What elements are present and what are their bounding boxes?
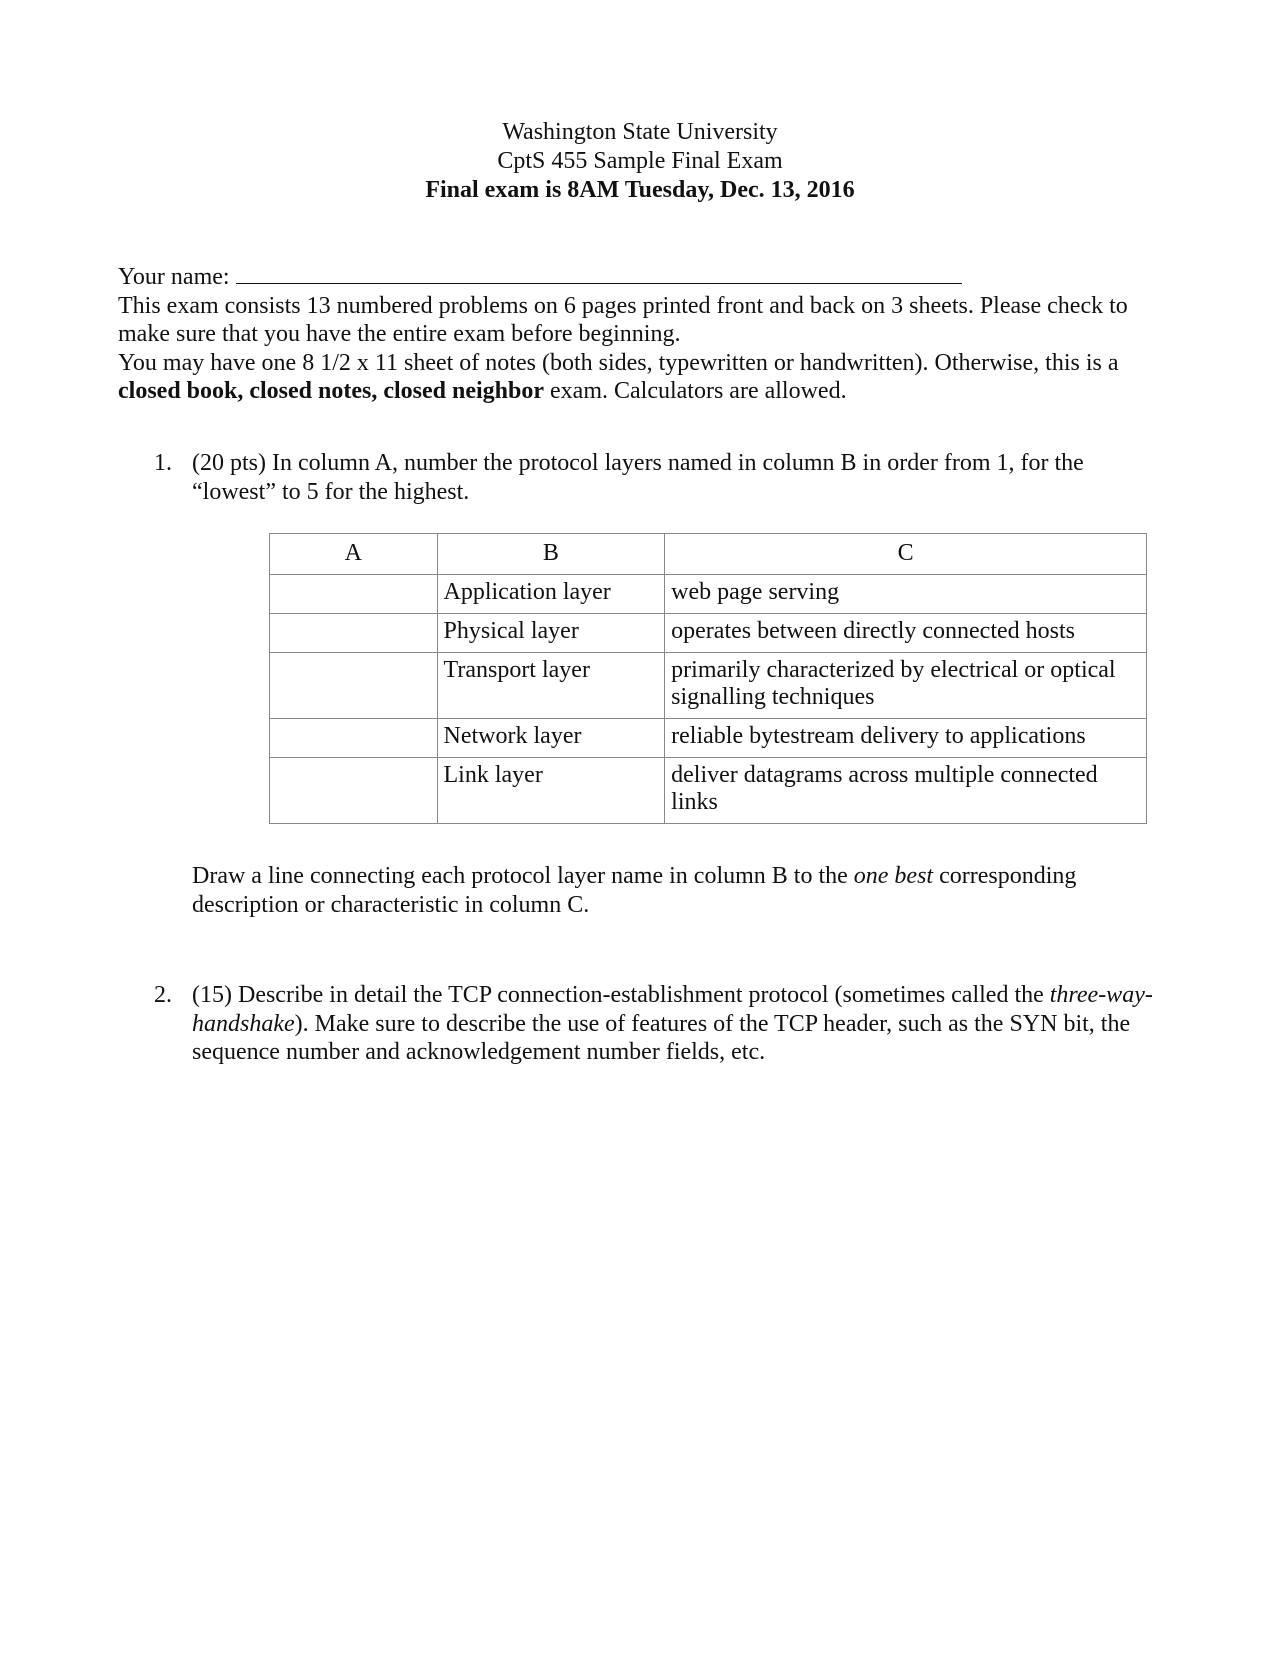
problem-2-text-end: ). Make sure to describe the use of features of the TCP header, such as the SYN bit, the sequence number and acknowledgement number fields, etc. bbox=[192, 1010, 1131, 1065]
cell-c-description: primarily characterized by electrical or optical signalling techniques bbox=[665, 653, 1147, 719]
instruction-start: Draw a line connecting each protocol layer name in column B to the bbox=[192, 863, 848, 889]
cell-b-layer: Application layer bbox=[437, 575, 665, 614]
table-row bbox=[270, 758, 1147, 824]
cell-a-answer[interactable] bbox=[270, 653, 438, 719]
intro-line-2-end: exam. Calculators are allowed. bbox=[550, 378, 847, 404]
cell-c-description: web page serving bbox=[665, 575, 1147, 614]
instruction-end: corresponding description or characteristic in column C. bbox=[192, 863, 1077, 918]
table-row bbox=[270, 653, 1147, 719]
cell-c-description: operates between directly connected hosts bbox=[665, 614, 1147, 653]
problem-1 bbox=[154, 449, 1154, 506]
problem-1-number: 1. bbox=[154, 450, 172, 476]
exam-header bbox=[0, 118, 1280, 205]
name-blank-line[interactable] bbox=[236, 263, 962, 284]
cell-a-answer[interactable] bbox=[270, 575, 438, 614]
problem-2-number: 2. bbox=[154, 982, 172, 1008]
university-name: Washington State University bbox=[502, 119, 778, 145]
protocol-layer-table bbox=[269, 533, 1147, 824]
table-row bbox=[270, 575, 1147, 614]
problem-1-text: (20 pts) In column A, number the protocol layers named in column B in order from 1, for the “lowest” to 5 for the highest. bbox=[192, 450, 1084, 505]
cell-b-layer: Physical layer bbox=[437, 614, 665, 653]
cell-a-answer[interactable] bbox=[270, 719, 438, 758]
course-title: CptS 455 Sample Final Exam bbox=[497, 148, 783, 174]
cell-a-answer[interactable] bbox=[270, 614, 438, 653]
problem-1-instruction bbox=[192, 862, 1152, 919]
cell-b-layer: Transport layer bbox=[437, 653, 665, 719]
name-row bbox=[118, 263, 1168, 292]
cell-c-description: reliable bytestream delivery to applications bbox=[665, 719, 1147, 758]
cell-a-answer[interactable] bbox=[270, 758, 438, 824]
table-row bbox=[270, 614, 1147, 653]
exam-intro bbox=[118, 263, 1168, 406]
cell-b-layer: Network layer bbox=[437, 719, 665, 758]
exam-time: Final exam is 8AM Tuesday, Dec. 13, 2016 bbox=[425, 177, 855, 203]
problem-2 bbox=[154, 981, 1154, 1067]
header-b: B bbox=[437, 534, 665, 575]
problem-2-three-way: three-way-handshake bbox=[192, 982, 1153, 1037]
intro-line-1: This exam consists 13 numbered problems on 6 pages printed front and back on 3 sheets. Please check to make sure that you have the entire exam before beginning. bbox=[118, 292, 1128, 347]
cell-c-description: deliver datagrams across multiple connected links bbox=[665, 758, 1147, 824]
problem-2-text bbox=[192, 981, 1154, 1067]
intro-line-2-start: You may have one 8 1/2 x 11 sheet of notes (both sides, typewritten or handwritten). Otherwise, this is a bbox=[118, 349, 1119, 376]
table-row bbox=[270, 719, 1147, 758]
intro-line-2 bbox=[118, 349, 1168, 406]
instruction-one-best: one best bbox=[853, 863, 934, 889]
problem-2-text-start: (15) Describe in detail the TCP connection-establishment protocol (sometimes called the bbox=[192, 982, 1044, 1008]
header-c: C bbox=[665, 534, 1147, 575]
table-header-row bbox=[270, 534, 1147, 575]
name-label: Your name: bbox=[118, 264, 230, 290]
intro-closed-book: closed book, closed notes, closed neighbor bbox=[118, 378, 545, 404]
cell-b-layer: Link layer bbox=[437, 758, 665, 824]
header-a: A bbox=[270, 534, 438, 575]
